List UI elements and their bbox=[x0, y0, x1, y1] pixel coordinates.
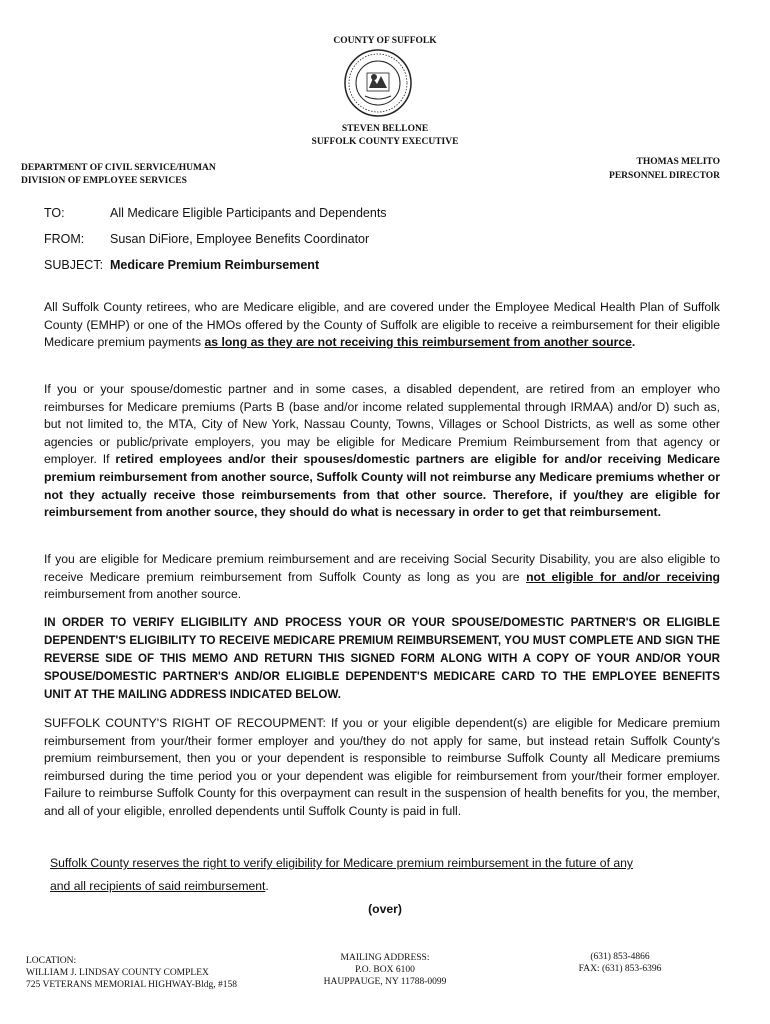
director-title: PERSONNEL DIRECTOR bbox=[609, 171, 720, 181]
subject-value: Medicare Premium Reimbursement bbox=[110, 258, 320, 272]
fax-number: FAX: (631) 853-6396 bbox=[578, 964, 662, 974]
mailing-pobox: P.O. BOX 6100 bbox=[355, 965, 415, 975]
phone-number: (631) 853-4866 bbox=[590, 952, 650, 962]
memo-from-row bbox=[44, 232, 369, 246]
p2-text: If you or your spouse/domestic partner and in some cases, a disabled dependent, are retired from an employer who reimburses for Medicare premiums (Parts B (base and/or income related supplemental through IRMAA) and/or D) such as, but not limited to, the MTA, City of New York, Nassau County, Towns, Villages or School Districts, as well as some other agencies or public/private employers, you may be eligible for Medicare Premium Reimbursement from that agency or employer. If bbox=[44, 382, 720, 467]
to-value: All Medicare Eligible Participants and Dependents bbox=[110, 206, 387, 220]
mailing-label: MAILING ADDRESS: bbox=[340, 953, 430, 963]
memo-to-row bbox=[44, 206, 387, 220]
department-line-1: DEPARTMENT OF CIVIL SERVICE/HUMAN bbox=[21, 163, 216, 173]
p1-end: . bbox=[631, 335, 636, 350]
p6-line1: Suffolk County reserves the right to verify eligibility for Medicare premium reimbursement in the future of any bbox=[50, 856, 633, 870]
paragraph-instructions: IN ORDER TO VERIFY ELIGIBILITY AND PROCESS YOUR OR YOUR SPOUSE/DOMESTIC PARTNER'S OR ELIGIBLE DEPENDENT'S ELIGIBILITY TO RECEIVE MEDICARE PREMIUM REIMBURSEMENT, YOU MUST COMPLETE AND SIGN THE REVERSE SIDE OF THIS MEMO AND RETURN THIS SIGNED FORM ALONG WITH A COPY OF YOUR AND/OR YOUR SPOUSE/DOMESTIC PARTNER'S AND/OR ELIGIBLE DEPENDENT'S MEDICARE CARD TO THE EMPLOYEE BENEFITS UNIT AT THE MAILING ADDRESS INDICATED BELOW. bbox=[44, 616, 720, 701]
paragraph-ssd bbox=[44, 551, 720, 604]
footer-contact bbox=[550, 951, 690, 975]
p6-end: . bbox=[265, 879, 269, 893]
p3-emphasis: not eligible for and/or receiving bbox=[526, 569, 720, 584]
p1-text: All Suffolk County retirees, who are Medicare eligible, and are covered under the Employee Medical Health Plan of Suffolk County (EMHP) or one of the HMOs offered by the County of Suffolk are eligible to receive a reimbursement for their eligible Medicare premium payments bbox=[44, 300, 720, 350]
executive-name: STEVEN BELLONE bbox=[341, 124, 429, 134]
executive-title: SUFFOLK COUNTY EXECUTIVE bbox=[311, 137, 459, 147]
over-note: (over) bbox=[368, 902, 402, 916]
p3-end: reimbursement from another source. bbox=[44, 587, 242, 602]
footer-mailing bbox=[300, 952, 470, 988]
footer-location bbox=[26, 955, 237, 991]
location-label: LOCATION: bbox=[26, 956, 77, 966]
location-building: WILLIAM J. LINDSAY COUNTY COMPLEX bbox=[26, 968, 209, 978]
memo-subject-row bbox=[44, 258, 319, 272]
department-line-2: DIVISION OF EMPLOYEE SERVICES bbox=[21, 176, 187, 186]
to-label: TO: bbox=[44, 206, 65, 220]
location-address: 725 VETERANS MEMORIAL HIGHWAY-Bldg, #158 bbox=[26, 980, 238, 990]
from-value: Susan DiFiore, Employee Benefits Coordinator bbox=[110, 232, 370, 246]
p1-emphasis: as long as they are not receiving this reimbursement from another source bbox=[204, 335, 632, 350]
paragraph-other-employer bbox=[44, 381, 720, 522]
paragraph-eligibility bbox=[44, 299, 720, 352]
subject-label: SUBJECT: bbox=[44, 258, 104, 272]
paragraph-recoupment: SUFFOLK COUNTY'S RIGHT OF RECOUPMENT: If you or your eligible dependent(s) are eligible for Medicare premium reimbursement from your/their former employer and you/they do not apply for same, but instead retain Suffolk County's premium reimbursement, then you or your dependent is responsible to reimburse Suffolk County all Medicare premiums reimbursed during the time period you or your dependent was eligible for reimbursement from your/their former employer. Failure to reimburse Suffolk County for this overpayment can result in the suspension of health benefits for you, the member, and all of your eligible, enrolled dependents until Suffolk County is paid in full. bbox=[44, 716, 720, 818]
from-label: FROM: bbox=[44, 232, 85, 246]
verification-line-2 bbox=[50, 879, 269, 893]
p2-bold: retired employees and/or their spouses/domestic partners are eligible for and/or receiving Medicare premium reimbursement from another source, Suffolk County will not reimburse any Medicare premiums whether or not they actually receive those reimbursements from that other source. Therefore, if you/they are eligible for reimbursement from another source, they should do what is necessary in order to get that reimbursement. bbox=[44, 452, 720, 520]
verification-line-1 bbox=[50, 856, 633, 870]
county-seal-icon bbox=[343, 48, 413, 118]
p6-line2: and all recipients of said reimbursement bbox=[50, 879, 266, 893]
p3-text: If you are eligible for Medicare premium reimbursement and are receiving Social Security Disability, you are also eligible to receive Medicare premium reimbursement from Suffolk County as long as you are bbox=[44, 552, 720, 584]
county-title: COUNTY OF SUFFOLK bbox=[333, 36, 437, 46]
mailing-city: HAUPPAUGE, NY 11788-0099 bbox=[323, 977, 447, 987]
director-name: THOMAS MELITO bbox=[636, 157, 720, 167]
